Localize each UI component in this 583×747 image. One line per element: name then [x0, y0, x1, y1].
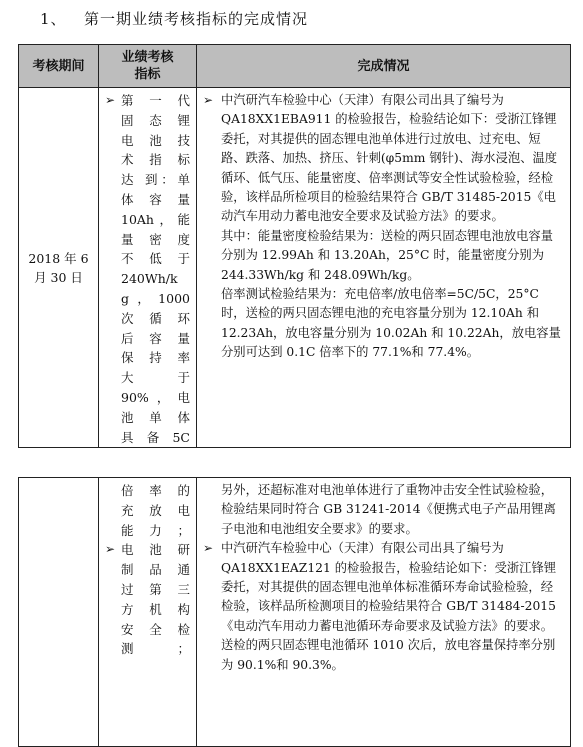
bullet-arrow-icon: ➢: [203, 541, 214, 556]
performance-table-part-2: [18, 477, 571, 747]
result-cell-continued: [197, 478, 571, 747]
table-row: [19, 478, 571, 747]
indicator-line: 制 品 通: [121, 562, 190, 578]
indicator-line: 量 密 度: [121, 231, 190, 247]
result-item: [201, 91, 564, 363]
indicator-line: 大 于: [121, 370, 190, 386]
indicator-cell: [99, 88, 197, 448]
indicator-line: g，1000: [121, 290, 190, 306]
indicator-line: 方 机 构: [121, 601, 190, 617]
result-rate-text: 倍率测试检验结果为：充电倍率/放电倍率=5C/5C，25°C 时，送检的两只固态锂电池的充电容量分别为 12.10Ah 和 12.23Ah，放电容量分别为 10.02Ah 和 10.22Ah，放电容量分别可达到 0.1C 倍率下的 77.1%和 77.4%。: [221, 287, 561, 360]
indicator-line: 电 池 研: [121, 542, 190, 558]
indicator-line: 达 到：单: [121, 172, 190, 188]
header-result: 完成情况: [197, 45, 571, 88]
indicator-line: 90%，电: [121, 389, 190, 405]
header-indicator: 业绩考核指标: [99, 45, 197, 88]
result-extra-text: 另外，还超标准对电池单体进行了重物冲击安全性试验检验，检验结果同时符合 GB 31241-2014《便携式电子产品用锂离子电池和电池组安全要求》的要求。: [221, 483, 556, 536]
indicator-line: 倍 率 的: [121, 483, 190, 498]
section-heading: [40, 8, 308, 29]
indicator-line: 固 态 锂: [121, 112, 190, 128]
indicator-line: 电 池 技: [121, 132, 190, 148]
indicator-line: 具 备 5C: [121, 429, 190, 445]
bullet-arrow-icon: ➢: [105, 542, 116, 557]
result-main-text: 中汽研汽车检验中心（天津）有限公司出具了编号为 QA18XX1EBA911 的检验报告，检验结论如下：受浙江锋锂委托，对其提供的固态锂电池单体进行过放电、过充电、短路、跌落、加热、挤压、针刺(φ5mm 钢针)、海水浸泡、温度循环、低气压、能量密度、倍率测试等安全性试验检验，经检验，该样品所检项目的检验结果符合 GB/T 31485-2015《电动汽车用动力蓄电池安全要求及试验方法》的要求。: [221, 93, 558, 224]
period-cell-continued: [19, 478, 99, 747]
indicator-lines: [121, 481, 190, 540]
period-cell: 2018 年 6 月 30 日: [19, 88, 99, 448]
result-cell: [197, 88, 571, 448]
performance-table-part-1: [18, 44, 571, 448]
bullet-arrow-icon: ➢: [203, 93, 214, 107]
indicator-line: 次 循 环: [121, 310, 190, 326]
section-title: 第一期业绩考核指标的完成情况: [84, 10, 309, 28]
indicator-line: 体 容 量: [121, 191, 190, 207]
indicator-line: 保 持 率: [121, 350, 190, 366]
indicator-line: 不 低 于: [121, 251, 190, 267]
section-number: 1、: [40, 10, 67, 28]
indicator-line: 第 一 代: [121, 93, 190, 108]
indicator-line: 术 指 标: [121, 152, 190, 168]
indicator-line: 过 第 三: [121, 581, 190, 597]
result-energy-text: 其中：能量密度检验结果为：送检的两只固态锂电池放电容量分别为 12.99Ah 和 13.20Ah，25°C 时，能量密度分别为 244.33Wh/kg 和 248.09Wh/kg。: [221, 228, 554, 282]
indicator-lines: [121, 540, 190, 659]
result-item: [201, 539, 564, 675]
indicator-item: [105, 540, 190, 659]
indicator-line: 后 容 量: [121, 330, 190, 346]
table-header-row: [19, 45, 571, 88]
indicator-line: 能力；: [121, 522, 190, 538]
bullet-arrow-icon: ➢: [105, 93, 116, 107]
result-cycle-text: 中汽研汽车检验中心（天津）有限公司出具了编号为 QA18XX1EAZ121 的检验报告，检验结论如下：受浙江锋锂委托，对其提供的固态锂电池单体标准循环寿命试验检验，经检验，该样品所检测项目的检验结果符合 GB/T 31484-2015《电动汽车用动力蓄电池循环寿命要求及试验方法》的要求。送检的两只固态锂电池循环 1010 次后，放电容量保持率分别为 90.1%和 90.3%。: [221, 541, 557, 672]
indicator-line: 池 单 体: [121, 409, 190, 425]
indicator-lines: [121, 91, 190, 447]
indicator-line: 测；: [121, 641, 190, 657]
indicator-cell-continued: [99, 478, 197, 747]
indicator-line: 充 放 电: [121, 502, 190, 518]
indicator-line: 240Wh/k: [121, 271, 178, 287]
indicator-line: 安 全 检: [121, 621, 190, 637]
table-row: [19, 88, 571, 448]
indicator-line: 10Ah，能: [121, 211, 190, 227]
header-period: 考核期间: [19, 45, 99, 88]
